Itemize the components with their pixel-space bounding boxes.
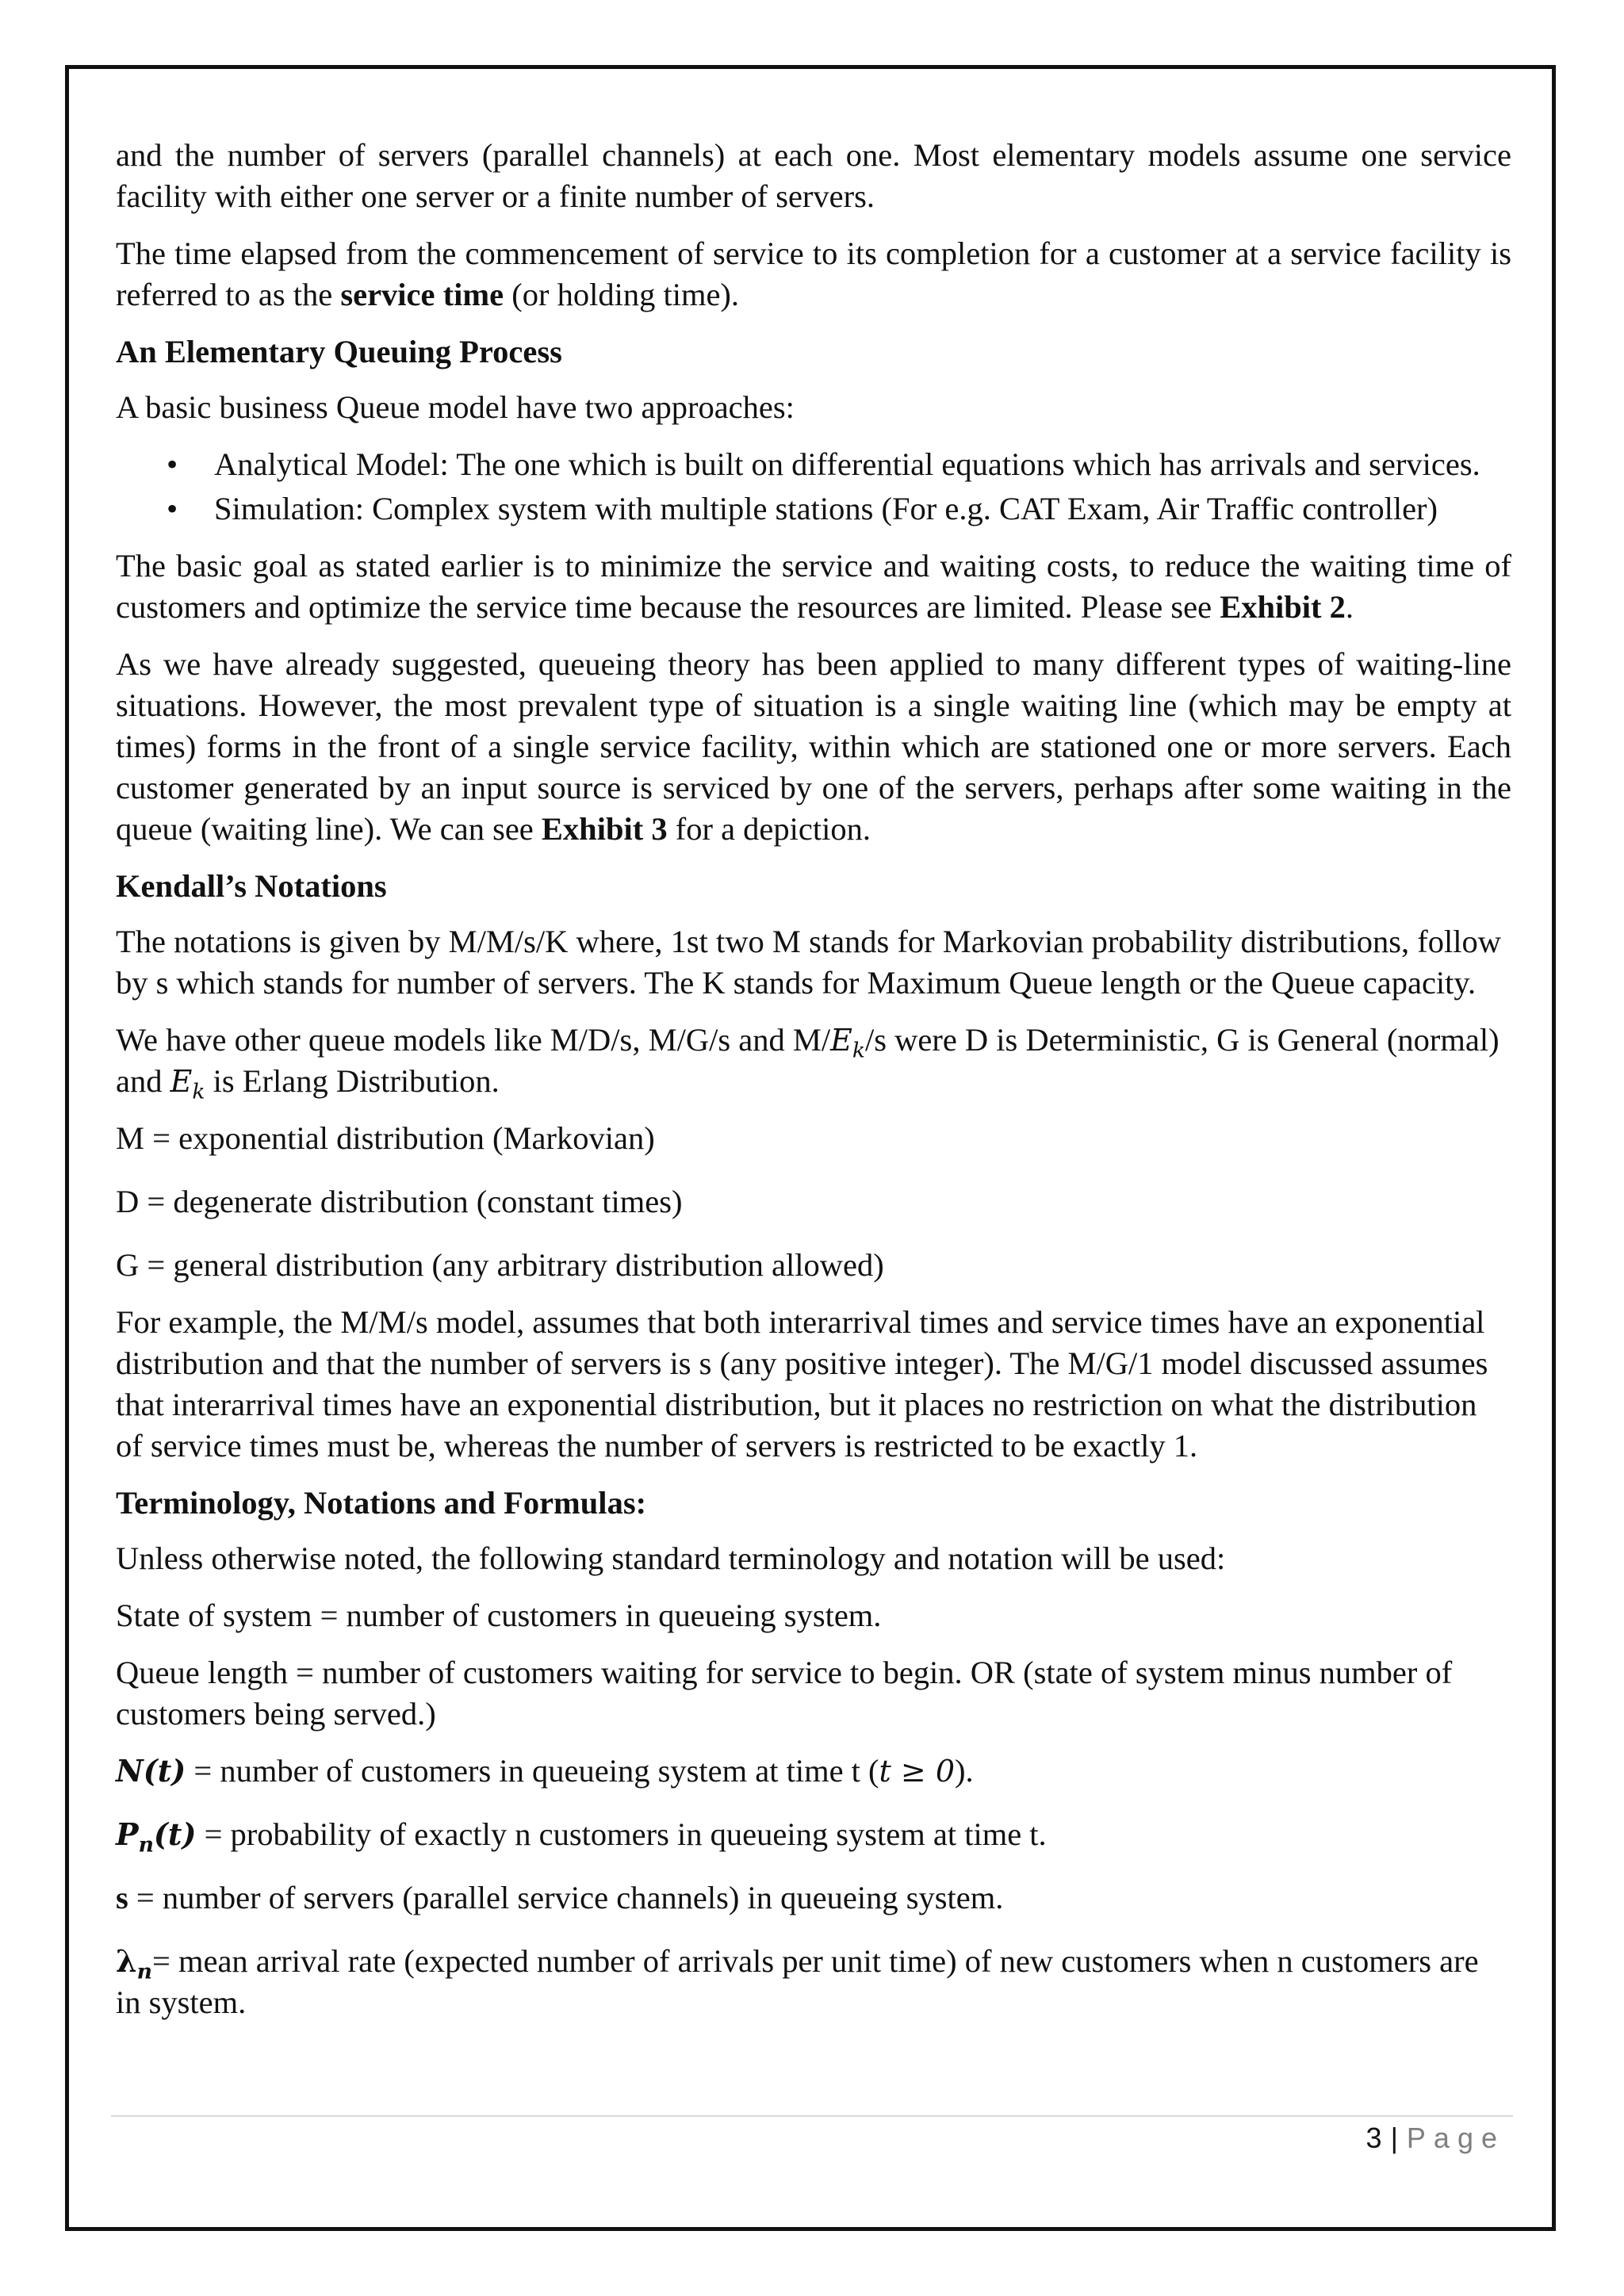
paragraph-service-time: The time elapsed from the commencement of service to its completion for a customer at a service facility is referred to as the service time (or holding time). <box>116 235 1511 312</box>
heading-terminology: Terminology, Notations and Formulas: <box>116 1485 647 1521</box>
paragraph-other-models: We have other queue models like M/D/s, M/G/s and $M/E_k/s$ were D is Deterministic, G is General (normal) and $E_k$ is Erlang Distribution. <box>116 1022 1500 1104</box>
heading-kendalls-notations: Kendall’s Notations <box>116 868 387 904</box>
exhibit-3-ref: Exhibit 3 <box>541 811 668 847</box>
definition-d: D = degenerate distribution (constant times) <box>116 1184 683 1219</box>
erlang-symbol: $E_k$ <box>170 1064 205 1104</box>
definition-g: G = general distribution (any arbitrary distribution allowed) <box>116 1247 884 1283</box>
page-number: 3 | Page <box>1365 2122 1505 2154</box>
heading-elementary-queuing-process: An Elementary Queuing Process <box>116 334 562 369</box>
paragraph-servers: and the number of servers (parallel channels) at each one. Most elementary models assume one service facility with either one server or a finite number of servers. <box>116 137 1511 214</box>
approaches-list <box>116 444 1511 530</box>
paragraph-queue-length: Queue length = number of customers waiting for service to begin. OR (state of system minus number of customers being served.) <box>116 1655 1453 1732</box>
paragraph-state-of-system: State of system = number of customers in queueing system. <box>116 1598 882 1633</box>
symbol-lambda-n: $\lambda_n$ <box>116 1943 152 1984</box>
paragraph-terminology-intro: Unless otherwise noted, the following standard terminology and notation will be used: <box>116 1540 1226 1576</box>
definition-n-t: N(t) = number of customers in queueing system at time t (t ≥ 0). <box>116 1753 974 1789</box>
paragraph-basic-goal: The basic goal as stated earlier is to minimize the service and waiting costs, to reduce the waiting time of customers and optimize the service time because the resources are limited. Please see Exhibit 2. <box>116 548 1511 625</box>
symbol-s: s <box>116 1880 128 1915</box>
symbol-pn-t: $P_n(t)$ <box>116 1816 197 1858</box>
erlang-symbol: $E_k$ <box>830 1023 865 1063</box>
paragraph-notation: The notations is given by M/M/s/K where, 1st two M stands for Markovian probability distributions, follow by s which stands for number of servers. The K stands for Maximum Queue length or the Queue capacity. <box>116 924 1501 1001</box>
term-service-time: service time <box>340 277 504 312</box>
footer-divider <box>111 2115 1513 2117</box>
symbol-n-t: N(t) <box>116 1753 186 1789</box>
bullet-icon: • <box>167 491 178 526</box>
definition-lambda: $\lambda_n=$ mean arrival rate (expected number of arrivals per unit time) of new customers when n customers are in system. <box>116 1943 1479 2020</box>
list-item: • Simulation: Complex system with multiple stations (For e.g. CAT Exam, Air Traffic controller) <box>116 488 1511 530</box>
definition-pn-t: $P_n(t)$ = probability of exactly n customers in queueing system at time t. <box>116 1816 1047 1858</box>
paragraph-queueing-theory: As we have already suggested, queueing theory has been applied to many different types of waiting-line situations. However, the most prevalent type of situation is a single waiting line (which may be empty at times) forms in the front of a single service facility, within which are stationed one or more servers. Each customer generated by an input source is serviced by one of the servers, perhaps after some waiting in the queue (waiting line). We can see Exhibit 3 for a depiction. <box>116 646 1511 847</box>
document-body <box>116 135 1511 2039</box>
definition-m: M = exponential distribution (Markovian) <box>116 1120 655 1156</box>
exhibit-2-ref: Exhibit 2 <box>1220 589 1346 625</box>
definition-s: s = number of servers (parallel service channels) in queueing system. <box>116 1880 1004 1915</box>
paragraph-approaches: A basic business Queue model have two approaches: <box>116 389 795 425</box>
bullet-icon: • <box>167 446 178 482</box>
list-item: • Analytical Model: The one which is built on differential equations which has arrivals and services. <box>116 444 1511 485</box>
paragraph-example: For example, the M/M/s model, assumes that both interarrival times and service times have an exponential distribution and that the number of servers is s (any positive integer). The M/G/1 model discussed assumes that interarrival times have an exponential distribution, but it places no restriction on what the distribution of service times must be, whereas the number of servers is restricted to be exactly 1. <box>116 1304 1488 1464</box>
